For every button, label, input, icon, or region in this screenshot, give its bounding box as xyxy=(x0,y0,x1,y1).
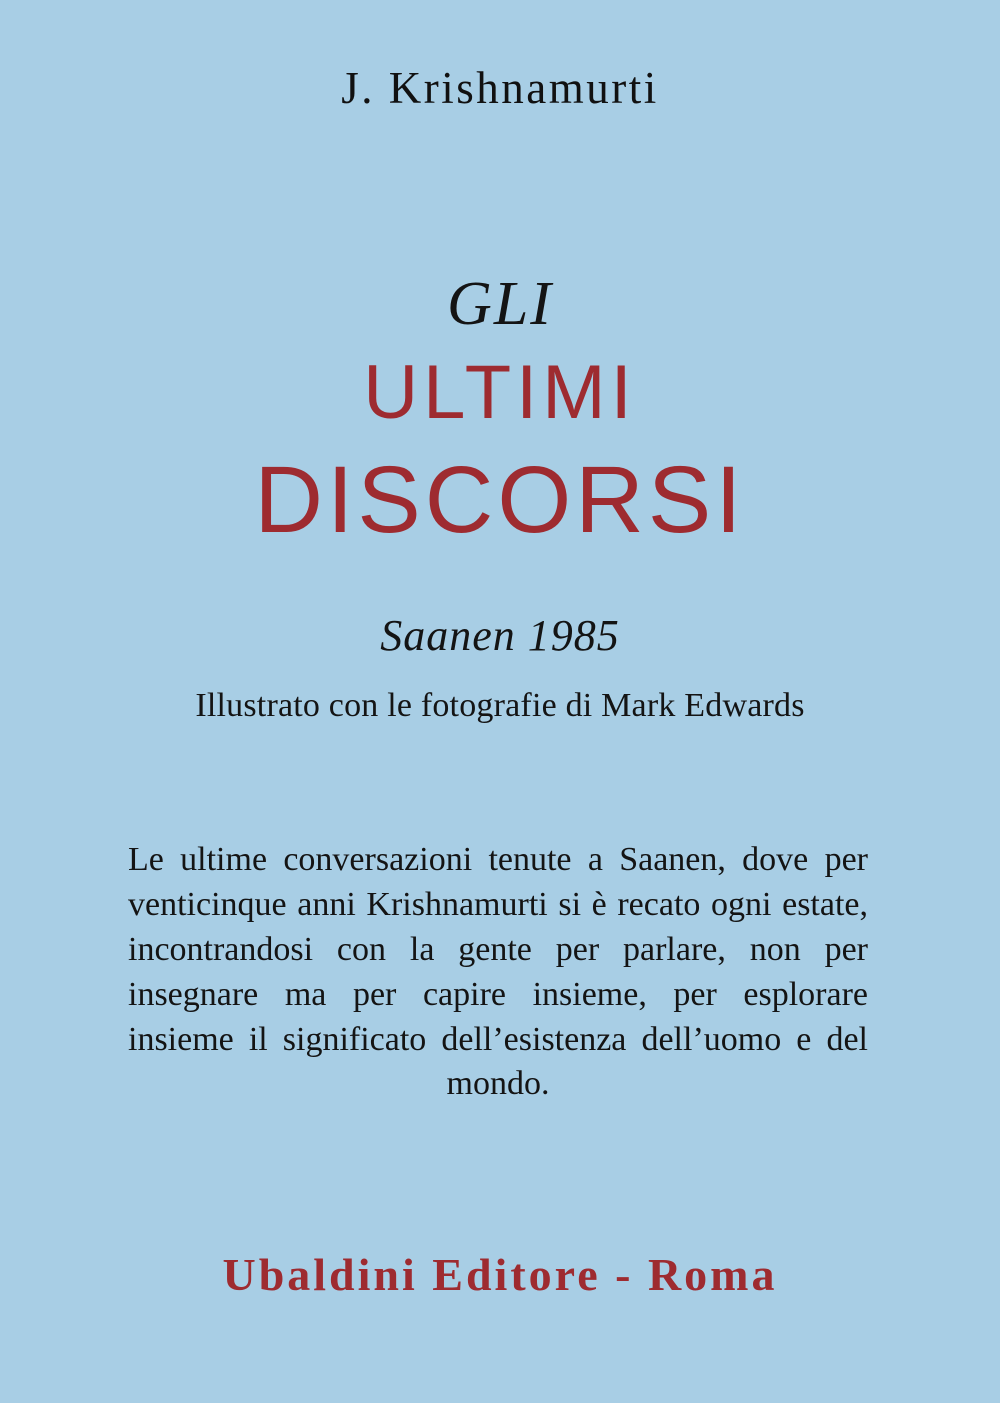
publisher-imprint: Ubaldini Editore - Roma xyxy=(222,1249,778,1300)
photography-credit: Illustrato con le fotografie di Mark Edwards xyxy=(195,687,805,724)
title-line-ultimi: ULTIMI xyxy=(363,350,637,436)
author-name: J. Krishnamurti xyxy=(341,63,659,113)
subtitle: Saanen 1985 xyxy=(380,611,620,660)
title-line-gli: GLI xyxy=(447,270,553,338)
title-block xyxy=(0,272,1000,555)
title-line-discorsi: DISCORSI xyxy=(254,446,746,553)
back-cover-blurb: Le ultime conversazioni tenute a Saanen, dove per venticinque anni Krishnamurti si è recato ogni estate, incontrandosi con la gente per parlare, non per insegnare ma per capire insieme, per esplorare insieme il significato dell’esistenza dell’uomo e del mondo. xyxy=(128,841,868,1103)
